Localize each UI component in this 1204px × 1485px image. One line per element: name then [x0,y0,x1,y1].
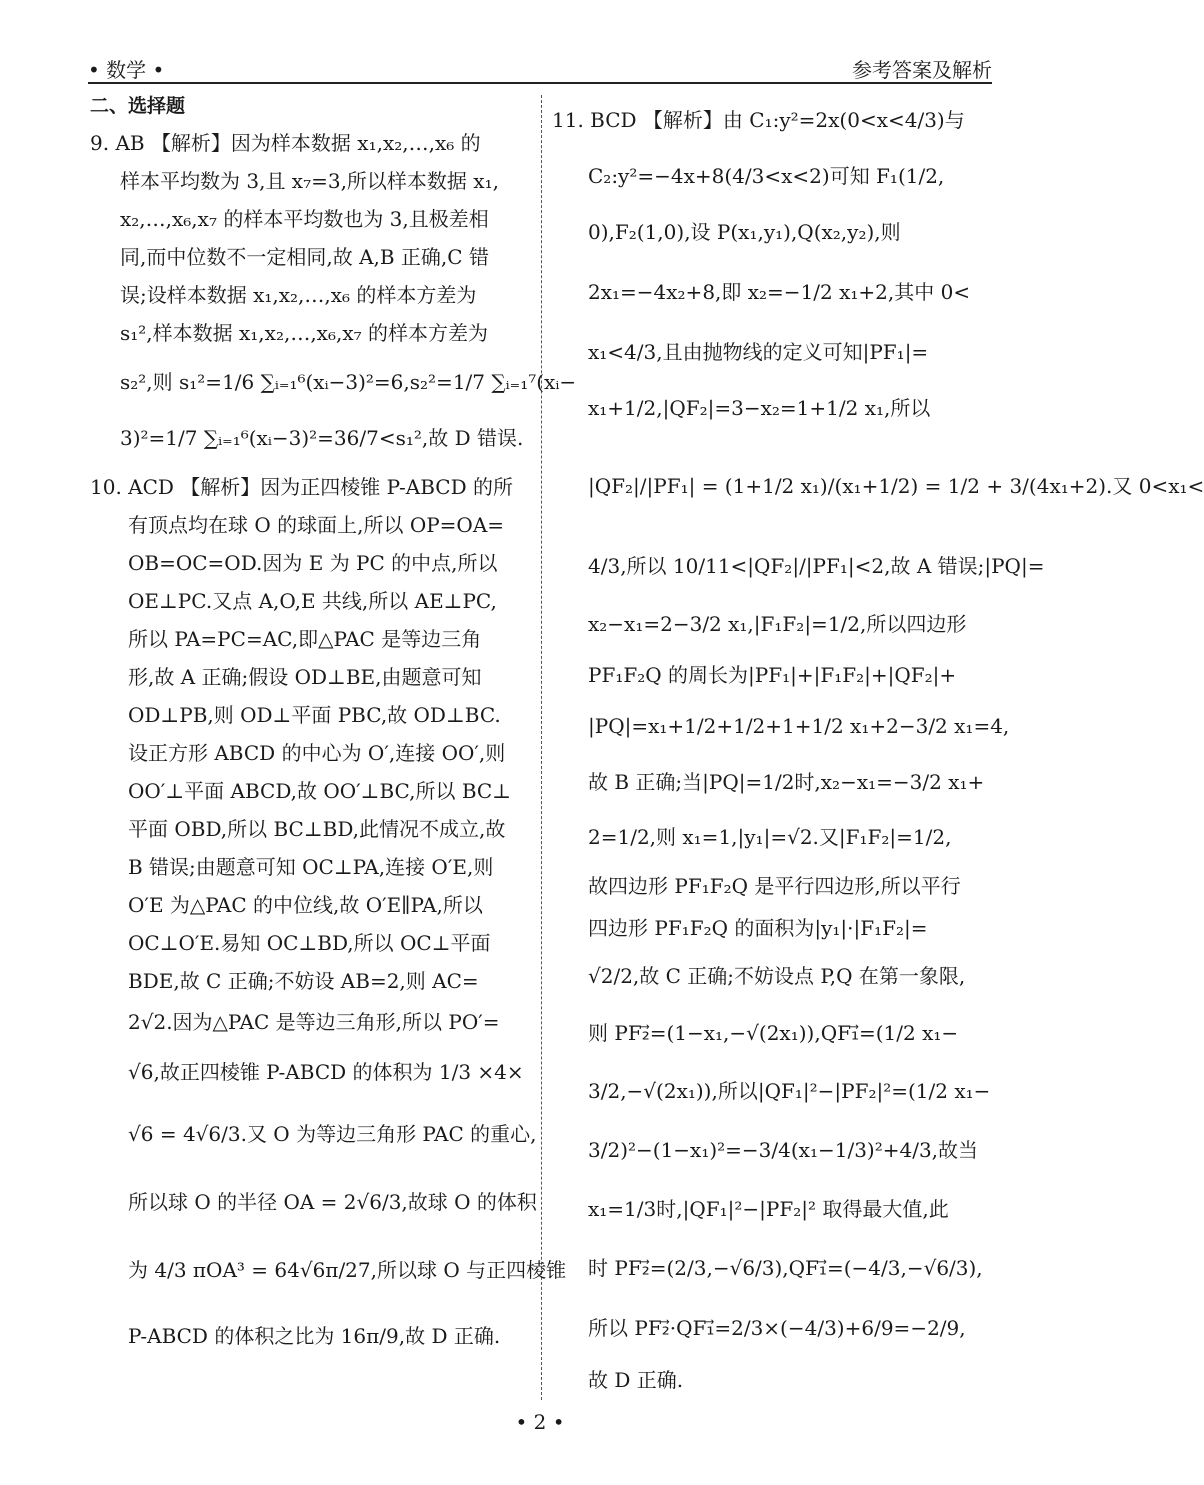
answer-line: x₁+1/2,|QF₂|=3−x₂=1+1/2 x₁,所以 [588,396,931,420]
answer-line: 3/2)²−(1−x₁)²=−3/4(x₁−1/3)²+4/3,故当 [588,1138,979,1162]
answer-line: √6 = 4√6/3.又 O 为等边三角形 PAC 的重心, [128,1122,537,1146]
page-header [88,50,992,82]
answer-line: x₂−x₁=2−3/2 x₁,|F₁F₂|=1/2,所以四边形 [588,612,967,636]
answer-line: |QF₂|/|PF₁| = (1+1/2 x₁)/(x₁+1/2) = 1/2 + 3/(4x₁+2).又 0<x₁< [588,474,1204,498]
answer-line: 所以 PF₂⃗·QF₁⃗=2/3×(−4/3)+6/9=−2/9, [588,1316,966,1340]
answer-line: 0),F₂(1,0),设 P(x₁,y₁),Q(x₂,y₂),则 [588,220,901,244]
answer-line: PF₁F₂Q 的周长为|PF₁|+|F₁F₂|+|QF₂|+ [588,663,957,687]
answer-line: 故四边形 PF₁F₂Q 是平行四边形,所以平行 [588,874,961,898]
answer-line: 3)²=1/7 ∑ᵢ₌₁⁶(xᵢ−3)²=36/7<s₁²,故 D 错误. [120,426,524,450]
answer-line: 9. AB 【解析】因为样本数据 x₁,x₂,…,x₆ 的 [90,131,481,155]
answer-line: 2x₁=−4x₂+8,即 x₂=−1/2 x₁+2,其中 0< [588,280,971,304]
answer-line: 4/3,所以 10/11<|QF₂|/|PF₁|<2,故 A 错误;|PQ|= [588,554,1045,578]
answer-line: 误;设样本数据 x₁,x₂,…,x₆ 的样本方差为 [120,283,477,307]
answer-line: 为 4/3 πOA³ = 64√6π/27,所以球 O 与正四棱锥 [128,1258,567,1282]
answer-line: s₂²,则 s₁²=1/6 ∑ᵢ₌₁⁶(xᵢ−3)²=6,s₂²=1/7 ∑ᵢ₌₁⁷(xᵢ− [120,370,577,394]
answer-line: 11. BCD 【解析】由 C₁:y²=2x(0<x<4/3)与 [552,108,965,132]
answer-line: 同,而中位数不一定相同,故 A,B 正确,C 错 [120,245,489,269]
section-title: 二、选择题 [90,95,186,117]
answer-line: √6,故正四棱锥 P-ABCD 的体积为 1/3 ×4× [128,1060,524,1084]
answer-line: BDE,故 C 正确;不妨设 AB=2,则 AC= [128,969,479,993]
header-title: 参考答案及解析 [852,58,992,82]
answer-line: 故 D 正确. [588,1368,684,1392]
answer-line: x₂,…,x₆,x₇ 的样本平均数也为 3,且极差相 [120,207,489,231]
answer-line: 10. ACD 【解析】因为正四棱锥 P-ABCD 的所 [90,475,513,499]
page-number: • 2 • [515,1410,565,1434]
answer-line: B 错误;由题意可知 OC⊥PA,连接 O′E,则 [128,855,494,879]
answer-line: OE⊥PC.又点 A,O,E 共线,所以 AE⊥PC, [128,589,497,613]
answer-line: 故 B 正确;当|PQ|=1/2时,x₂−x₁=−3/2 x₁+ [588,770,985,794]
answer-line: 形,故 A 正确;假设 OD⊥BE,由题意可知 [128,665,482,689]
answer-line: OC⊥O′E.易知 OC⊥BD,所以 OC⊥平面 [128,931,491,955]
question-9 [90,124,577,464]
question-11 [552,92,1204,1402]
answer-line: OB=OC=OD.因为 E 为 PC 的中点,所以 [128,551,498,575]
header-subject: • 数学 • [88,58,165,82]
answer-line: 2=1/2,则 x₁=1,|y₁|=√2.又|F₁F₂|=1/2, [588,825,952,849]
header-rule [88,82,992,84]
answer-line: √2/2,故 C 正确;不妨设点 P,Q 在第一象限, [588,964,966,988]
answer-line: 3/2,−√(2x₁)),所以|QF₁|²−|PF₂|²=(1/2 x₁− [588,1079,991,1103]
answer-line: x₁<4/3,且由抛物线的定义可知|PF₁|= [588,340,929,364]
answer-line: 所以球 O 的半径 OA = 2√6/3,故球 O 的体积 [128,1190,537,1214]
answer-line: OD⊥PB,则 OD⊥平面 PBC,故 OD⊥BC. [128,703,501,727]
answer-line: 四边形 PF₁F₂Q 的面积为|y₁|·|F₁F₂|= [588,916,928,940]
answer-line: OO′⊥平面 ABCD,故 OO′⊥BC,所以 BC⊥ [128,779,512,803]
answer-line: 平面 OBD,所以 BC⊥BD,此情况不成立,故 [128,817,506,841]
answer-line: C₂:y²=−4x+8(4/3<x<2)可知 F₁(1/2, [588,164,945,188]
right-column [552,92,1204,1406]
column-divider [541,95,542,1400]
answer-line: |PQ|=x₁+1/2+1/2+1+1/2 x₁+2−3/2 x₁=4, [588,714,1010,738]
answer-line: O′E 为△PAC 的中位线,故 O′E∥PA,所以 [128,893,483,917]
answer-line: 则 PF₂⃗=(1−x₁,−√(2x₁)),QF₁⃗=(1/2 x₁− [588,1021,959,1045]
answer-line: 有顶点均在球 O 的球面上,所以 OP=OA= [128,513,505,537]
answer-line: 样本平均数为 3,且 x₇=3,所以样本数据 x₁, [120,169,499,193]
answer-line: 时 PF₂⃗=(2/3,−√6/3),QF₁⃗=(−4/3,−√6/3), [588,1256,983,1280]
answer-line: x₁=1/3时,|QF₁|²−|PF₂|² 取得最大值,此 [588,1197,949,1221]
answer-line: P-ABCD 的体积之比为 16π/9,故 D 正确. [128,1324,501,1348]
question-10 [90,468,567,1368]
left-column [90,92,577,1372]
answer-line: 2√2.因为△PAC 是等边三角形,所以 PO′= [128,1010,500,1034]
answer-line: 设正方形 ABCD 的中心为 O′,连接 OO′,则 [128,741,506,765]
answer-line: 所以 PA=PC=AC,即△PAC 是等边三角 [128,627,482,651]
answer-line: s₁²,样本数据 x₁,x₂,…,x₆,x₇ 的样本方差为 [120,321,488,345]
